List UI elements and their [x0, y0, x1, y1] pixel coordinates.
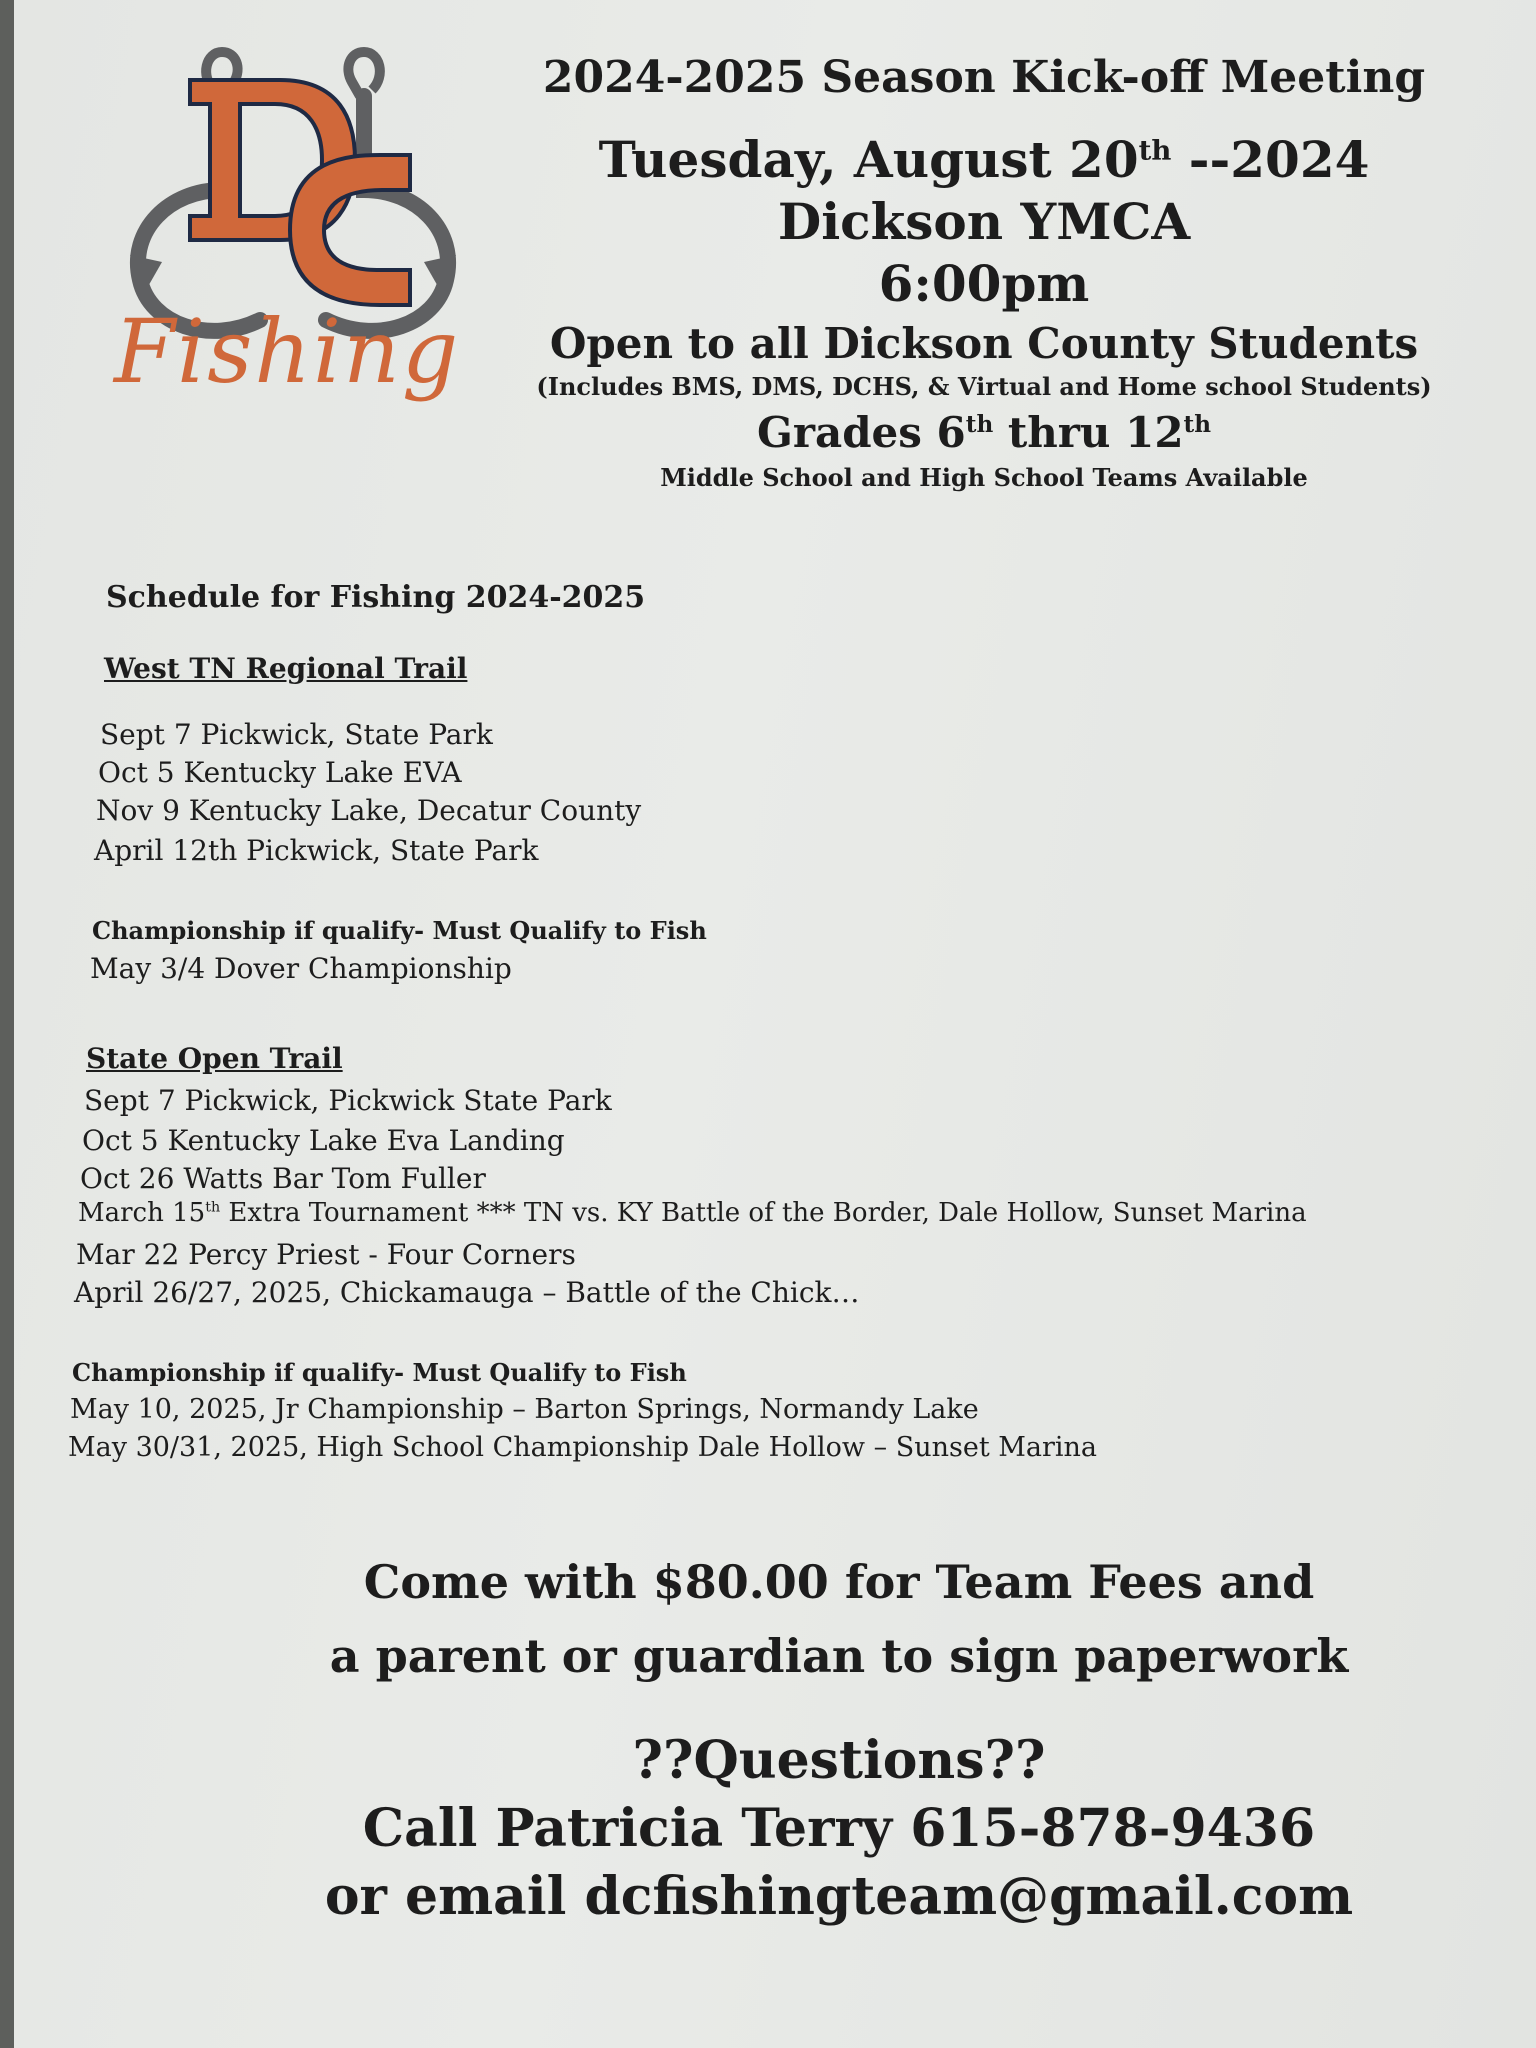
includes-line: (Includes BMS, DMS, DCHS, & Virtual and Home school Students): [536, 372, 1432, 401]
list-item: May 10, 2025, Jr Championship – Barton Springs, Normandy Lake: [70, 1394, 979, 1425]
grades-end-ordinal: th: [1183, 411, 1212, 438]
schedule-title: Schedule for Fishing 2024-2025: [106, 580, 646, 615]
meeting-time: 6:00pm: [878, 254, 1090, 313]
logo-fishing-word: Fishing: [114, 300, 461, 403]
state-championship-title: Championship if qualify- Must Qualify to Fish: [72, 1358, 687, 1387]
grades-start-ordinal: th: [965, 411, 994, 438]
grades-line: [484, 405, 1484, 461]
meeting-location: Dickson YMCA: [777, 192, 1191, 251]
contact-email: or email dcfishingteam@gmail.com: [324, 1866, 1354, 1927]
fees-line-2: a parent or guardian to sign paperwork: [329, 1629, 1349, 1683]
list-item: Nov 9 Kentucky Lake, Decatur County: [96, 794, 642, 827]
date-year: --2024: [1171, 130, 1370, 189]
list-item: Sept 7 Pickwick, State Park: [100, 718, 493, 751]
fees-line-1: Come with $80.00 for Team Fees and: [363, 1555, 1315, 1609]
list-item: Mar 22 Percy Priest - Four Corners: [76, 1238, 576, 1271]
questions-heading: ??Questions??: [632, 1730, 1046, 1791]
list-item: Oct 26 Watts Bar Tom Fuller: [80, 1162, 486, 1195]
list-item: Oct 5 Kentucky Lake EVA: [98, 756, 462, 789]
list-item: [78, 1198, 1307, 1228]
date-ordinal: th: [1138, 134, 1172, 167]
west-trail-title: West TN Regional Trail: [104, 652, 468, 685]
date-text: Tuesday, August 20: [598, 130, 1139, 189]
teams-line: Middle School and High School Teams Available: [660, 463, 1308, 492]
list-item: Oct 5 Kentucky Lake Eva Landing: [82, 1124, 565, 1157]
list-item: Sept 7 Pickwick, Pickwick State Park: [84, 1084, 612, 1117]
meeting-title: 2024-2025 Season Kick-off Meeting: [542, 52, 1426, 103]
flyer-page: [14, 0, 1536, 2048]
list-item: April 26/27, 2025, Chickamauga – Battle of the Chick…: [74, 1276, 860, 1309]
contact-phone: Call Patricia Terry 615-878-9436: [362, 1798, 1316, 1859]
list-item: April 12th Pickwick, State Park: [94, 834, 539, 867]
march-ordinal: th: [205, 1199, 221, 1216]
march-event: Extra Tournament *** TN vs. KY Battle of the Border, Dale Hollow, Sunset Marina: [220, 1198, 1307, 1228]
march-date: March 15: [78, 1198, 206, 1228]
meeting-header: [484, 50, 1484, 495]
footer-section: [314, 1545, 1364, 1931]
list-item: May 30/31, 2025, High School Championship Dale Hollow – Sunset Marina: [68, 1432, 1098, 1463]
state-trail-title: State Open Trail: [86, 1042, 343, 1075]
west-championship-title: Championship if qualify- Must Qualify to Fish: [92, 916, 707, 945]
eligibility-line: Open to all Dickson County Students: [549, 319, 1419, 368]
meeting-date: [484, 129, 1484, 191]
grades-end: thru 12: [993, 408, 1184, 457]
grades-start: Grades 6: [756, 408, 966, 457]
list-item: May 3/4 Dover Championship: [90, 952, 512, 985]
